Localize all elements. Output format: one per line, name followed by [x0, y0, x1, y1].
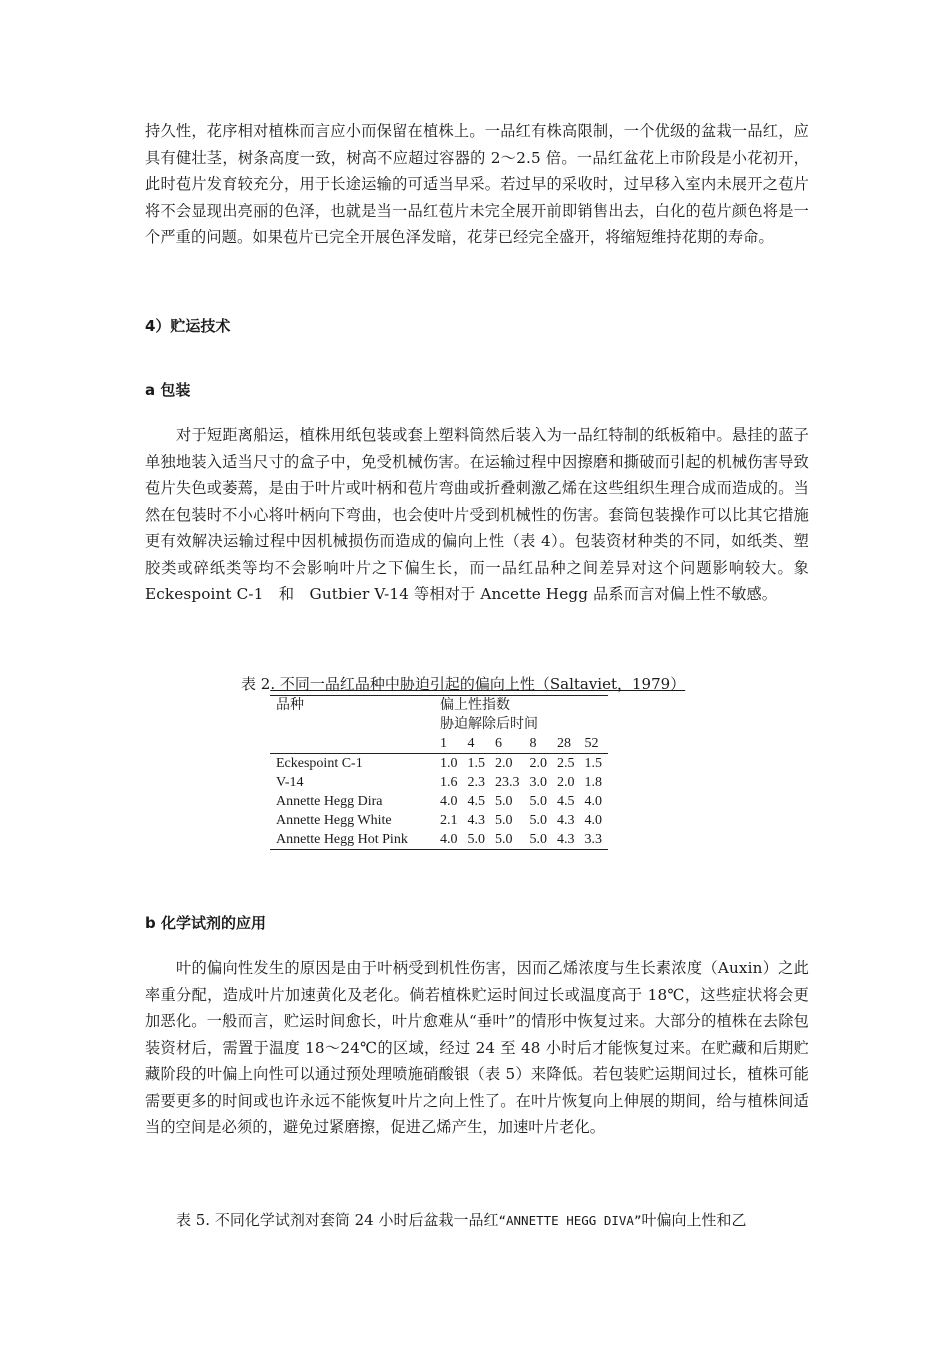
table2-time-1: 1 — [436, 734, 464, 754]
table2-cell: 2.0 — [495, 756, 513, 771]
table-row — [270, 773, 608, 792]
table2-time-28: 28 — [553, 734, 581, 754]
table2-cell: 4.0 — [440, 794, 458, 809]
table5-caption — [176, 1209, 747, 1230]
table2-cell: 3.3 — [581, 830, 609, 850]
table2-cell: 2.3 — [467, 775, 485, 790]
table2-cell: 1.6 — [440, 775, 458, 790]
table2-cell: 1.5 — [584, 756, 602, 771]
table2-cell: 23.3 — [495, 775, 520, 790]
table2-time-8: 8 — [526, 734, 554, 754]
paragraph-packaging: 对于短距离船运，植株用纸包装或套上塑料筒然后装入为一品红特制的纸板箱中。悬挂的蓝子单独地装入适当尺寸的盒子中，免受机械伤害。在运输过程中因擦磨和撕破而引起的机械伤害导致苞片失色或萎蔫，是由于叶片或叶柄和苞片弯曲或折叠刺激乙烯在这些组织生理合成而造成的。当然在包装时不小心将叶柄向下弯曲，也会使叶片受到机械性的伤害。套筒包装操作可以比其它措施更有效解决运输过程中因机械损伤而造成的偏向上性（表 4）。包装资材种类的不同，如纸类、塑胶类或碎纸类等均不会影响叶片之下偏生长，而一品红品种之间差异对这个问题影响较大。象 Eckespoint C-1 和 Gutbier V-14 等相对于 Ancette Hegg 品系而言对偏上性不敏感。 — [145, 426, 809, 603]
table2-cell: 1.8 — [584, 775, 602, 790]
table2-cell: 5.0 — [526, 830, 554, 850]
table2-time-52: 52 — [581, 734, 609, 754]
table2-cell: 2.5 — [557, 756, 575, 771]
table2-cell: 5.0 — [529, 813, 547, 828]
table2-cell: 4.3 — [467, 813, 485, 828]
table2-header-time: 胁迫解除后时间 — [440, 717, 538, 732]
table2-cell: 4.0 — [436, 830, 464, 850]
table2-variety-name: Annette Hegg White — [276, 813, 392, 828]
table2-variety-name: Annette Hegg Dira — [276, 794, 383, 809]
table5-caption-pre: 表 5. 不同化学试剂对套筒 24 小时后盆栽一品红 — [176, 1211, 499, 1229]
table-row — [270, 792, 608, 811]
table2-cell: 4.0 — [584, 794, 602, 809]
table2-cell: 2.1 — [440, 813, 458, 828]
table2-cell: 2.0 — [529, 756, 547, 771]
table2-time-6: 6 — [491, 734, 526, 754]
subsection-heading-packaging: a 包装 — [145, 381, 191, 399]
table5-caption-cultivar: “ANNETTE HEGG DIVA” — [498, 1213, 642, 1228]
table2-cell: 1.5 — [467, 756, 485, 771]
table2-header-variety: 品种 — [270, 696, 436, 716]
table2-cell: 5.0 — [495, 794, 513, 809]
table2-cell: 5.0 — [491, 830, 526, 850]
table5-caption-post: 叶偏向上性和乙 — [641, 1211, 747, 1229]
table2-variety-name: V-14 — [276, 775, 304, 790]
table2-cell: 4.0 — [584, 813, 602, 828]
table2-caption-title: . 不同一品红品种中胁迫引起的偏向上性（Saltaviet，1979） — [270, 675, 686, 693]
table2-cell: 5.0 — [464, 830, 492, 850]
table-row — [270, 754, 608, 774]
subsection-heading-chemicals: b 化学试剂的应用 — [145, 914, 266, 932]
table2-caption — [241, 673, 685, 694]
table2-time-4: 4 — [464, 734, 492, 754]
table2-cell: 4.5 — [557, 794, 575, 809]
table2-variety-name: Eckespoint C-1 — [276, 756, 363, 771]
paragraph-flower-longevity: 持久性，花序相对植株而言应小而保留在植株上。一品红有株高限制，一个优级的盆栽一品红，应具有健壮茎，树条高度一致，树高不应超过容器的 2～2.5 倍。一品红盆花上市阶段是小花初开，此时苞片发育较充分，用于长途运输的可适当早采。若过早的采收时，过早移入室内未展开之苞片将不会显现出亮丽的色泽，也就是当一品红苞片未完全展开前即销售出去，白化的苞片颜色将是一个严重的问题。如果苞片已完全开展色泽发暗，花芽已经完全盛开，将缩短维持花期的寿命。 — [145, 122, 809, 246]
table2-cell: 4.3 — [553, 830, 581, 850]
table2-variety-name: Annette Hegg Hot Pink — [270, 830, 436, 850]
section-heading-storage-transport: 4）贮运技术 — [145, 317, 231, 335]
table2-cell: 2.0 — [557, 775, 575, 790]
table2-caption-prefix: 表 2 — [241, 675, 271, 693]
table2-header-index: 偏上性指数 — [436, 696, 608, 716]
table-row — [270, 830, 608, 850]
table2-epinasty-index — [270, 695, 608, 850]
table2-cell: 1.0 — [440, 756, 458, 771]
table2-cell: 4.5 — [467, 794, 485, 809]
table2-cell: 3.0 — [529, 775, 547, 790]
table-row — [270, 811, 608, 830]
table2-cell: 5.0 — [495, 813, 513, 828]
paragraph-chemical-application: 叶的偏向性发生的原因是由于叶柄受到机性伤害，因而乙烯浓度与生长素浓度（Auxin）之此率重分配，造成叶片加速黄化及老化。倘若植株贮运时间过长或温度高于 18℃，这些症状将会更加恶化。一般而言，贮运时间愈长，叶片愈难从“垂叶”的情形中恢复过来。大部分的植株在去除包装资材后，需置于温度 18～24℃的区域，经过 24 至 48 小时后才能恢复过来。在贮藏和后期贮藏阶段的叶偏上向性可以通过预处理喷施硝酸银（表 5）来降低。若包装贮运期间过长，植株可能需要更多的时间或也许永远不能恢复叶片之向上性了。在叶片恢复向上伸展的期间，给与植株间适当的空间是必须的，避免过紧磨擦，促进乙烯产生，加速叶片老化。 — [145, 959, 809, 1136]
table2-cell: 4.3 — [557, 813, 575, 828]
table2-cell: 5.0 — [529, 794, 547, 809]
